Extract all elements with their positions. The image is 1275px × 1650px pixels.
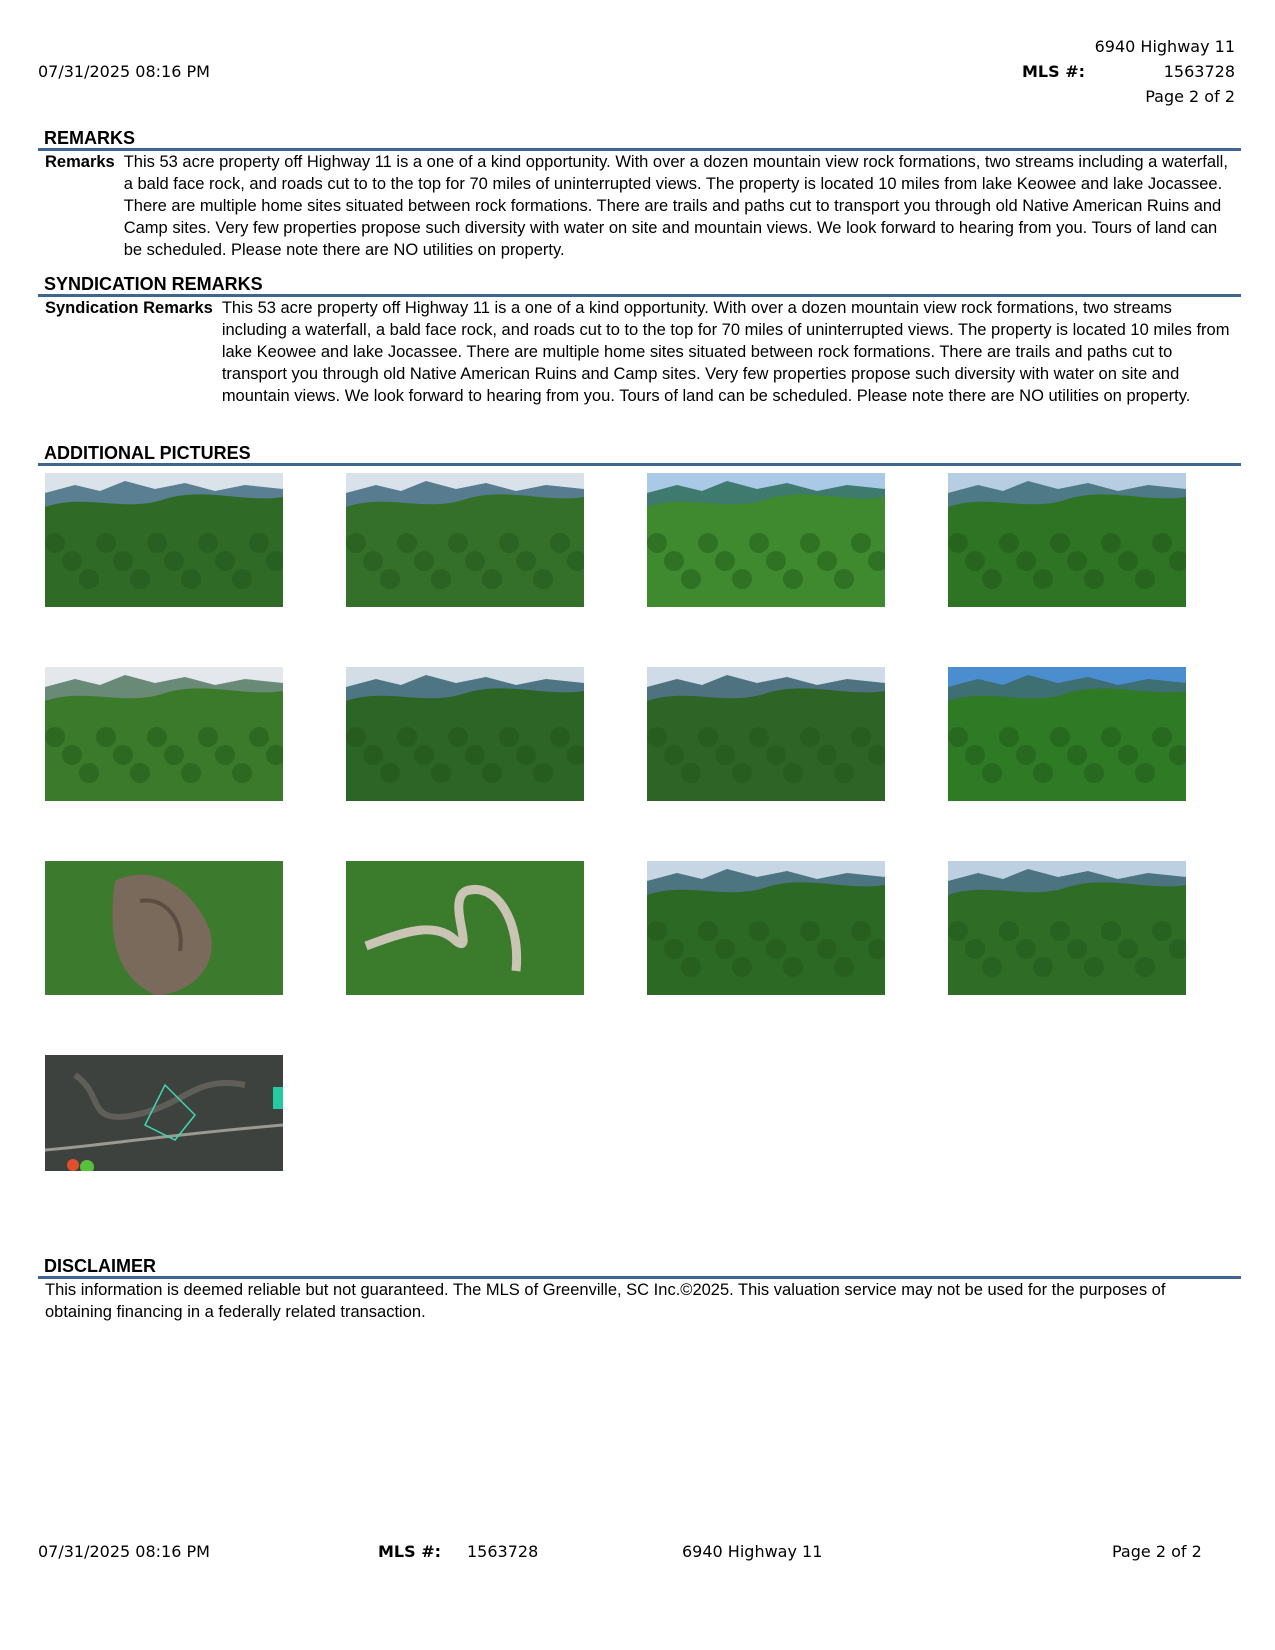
syndication-title: SYNDICATION REMARKS [38, 274, 1241, 297]
footer-address: 6940 Highway 11 [682, 1542, 823, 1561]
disclaimer-title: DISCLAIMER [38, 1256, 1241, 1279]
remarks-label: Remarks [45, 153, 115, 171]
footer-datetime: 07/31/2025 08:16 PM [38, 1542, 210, 1561]
footer-mls-number: 1563728 [467, 1542, 539, 1561]
remarks-title: REMARKS [38, 128, 1241, 151]
remarks-section [38, 128, 1241, 261]
footer-page: Page 2 of 2 [1112, 1542, 1202, 1561]
disclaimer-text: This information is deemed reliable but not guaranteed. The MLS of Greenville, SC Inc.©2025. This valuation service may not be used for the purposes of obtaining financing in a federally related transaction. [45, 1281, 1166, 1321]
footer-mls-label: MLS #: [378, 1542, 442, 1561]
header-mls-number: 1563728 [1163, 62, 1235, 81]
disclaimer-section [38, 1256, 1241, 1323]
syndication-label: Syndication Remarks [45, 299, 213, 317]
road-aerial-photo[interactable] [346, 861, 584, 995]
remarks-row [38, 151, 1241, 261]
syndication-row [38, 297, 1241, 407]
syndication-section [38, 274, 1241, 407]
header-mls-label: MLS #: [1022, 62, 1086, 81]
pictures-title: ADDITIONAL PICTURES [38, 443, 1241, 466]
header-datetime: 07/31/2025 08:16 PM [38, 62, 210, 81]
satellite-map-photo[interactable] [45, 1055, 283, 1171]
remarks-text: This 53 acre property off Highway 11 is a one of a kind opportunity. With over a dozen mountain view rock formations, two streams including a waterfall, a bald face rock, and roads cut to to the top for 70 miles of uninterrupted views. The property is located 10 miles from lake Keowee and lake Jocassee. There are multiple home sites situated between rock formations. There are trails and paths cut to transport you through old Native American Ruins and Camp sites. Very few properties propose such diversity with water on site and mountain views. We look forward to hearing from you. Tours of land can be scheduled. Please note there are NO utilities on property. [123, 153, 1228, 259]
forest-mountain-photo[interactable] [948, 473, 1186, 607]
forest-mountain-photo[interactable] [647, 473, 885, 607]
forest-hill-photo[interactable] [45, 667, 283, 801]
header-page: Page 2 of 2 [1145, 87, 1235, 106]
pictures-section [38, 443, 1241, 466]
header-address: 6940 Highway 11 [1094, 37, 1235, 56]
forest-valley-photo[interactable] [647, 667, 885, 801]
rock-face-aerial-photo[interactable] [45, 861, 283, 995]
forest-mountain-photo[interactable] [948, 861, 1186, 995]
syndication-text: This 53 acre property off Highway 11 is a one of a kind opportunity. With over a dozen mountain view rock formations, two streams including a waterfall, a bald face rock, and roads cut to to the top for 70 miles of uninterrupted views. The property is located 10 miles from lake Keowee and lake Jocassee. There are multiple home sites situated between rock formations. There are trails and paths cut to transport you through old Native American Ruins and Camp sites. Very few properties propose such diversity with water on site and mountain views. We look forward to hearing from you. Tours of land can be scheduled. Please note there are NO utilities on property. [221, 299, 1230, 405]
forest-mountain-photo[interactable] [948, 667, 1186, 801]
forest-mountain-photo[interactable] [45, 473, 283, 607]
forest-valley-photo[interactable] [346, 667, 584, 801]
forest-mountain-photo[interactable] [647, 861, 885, 995]
forest-mountain-photo[interactable] [346, 473, 584, 607]
